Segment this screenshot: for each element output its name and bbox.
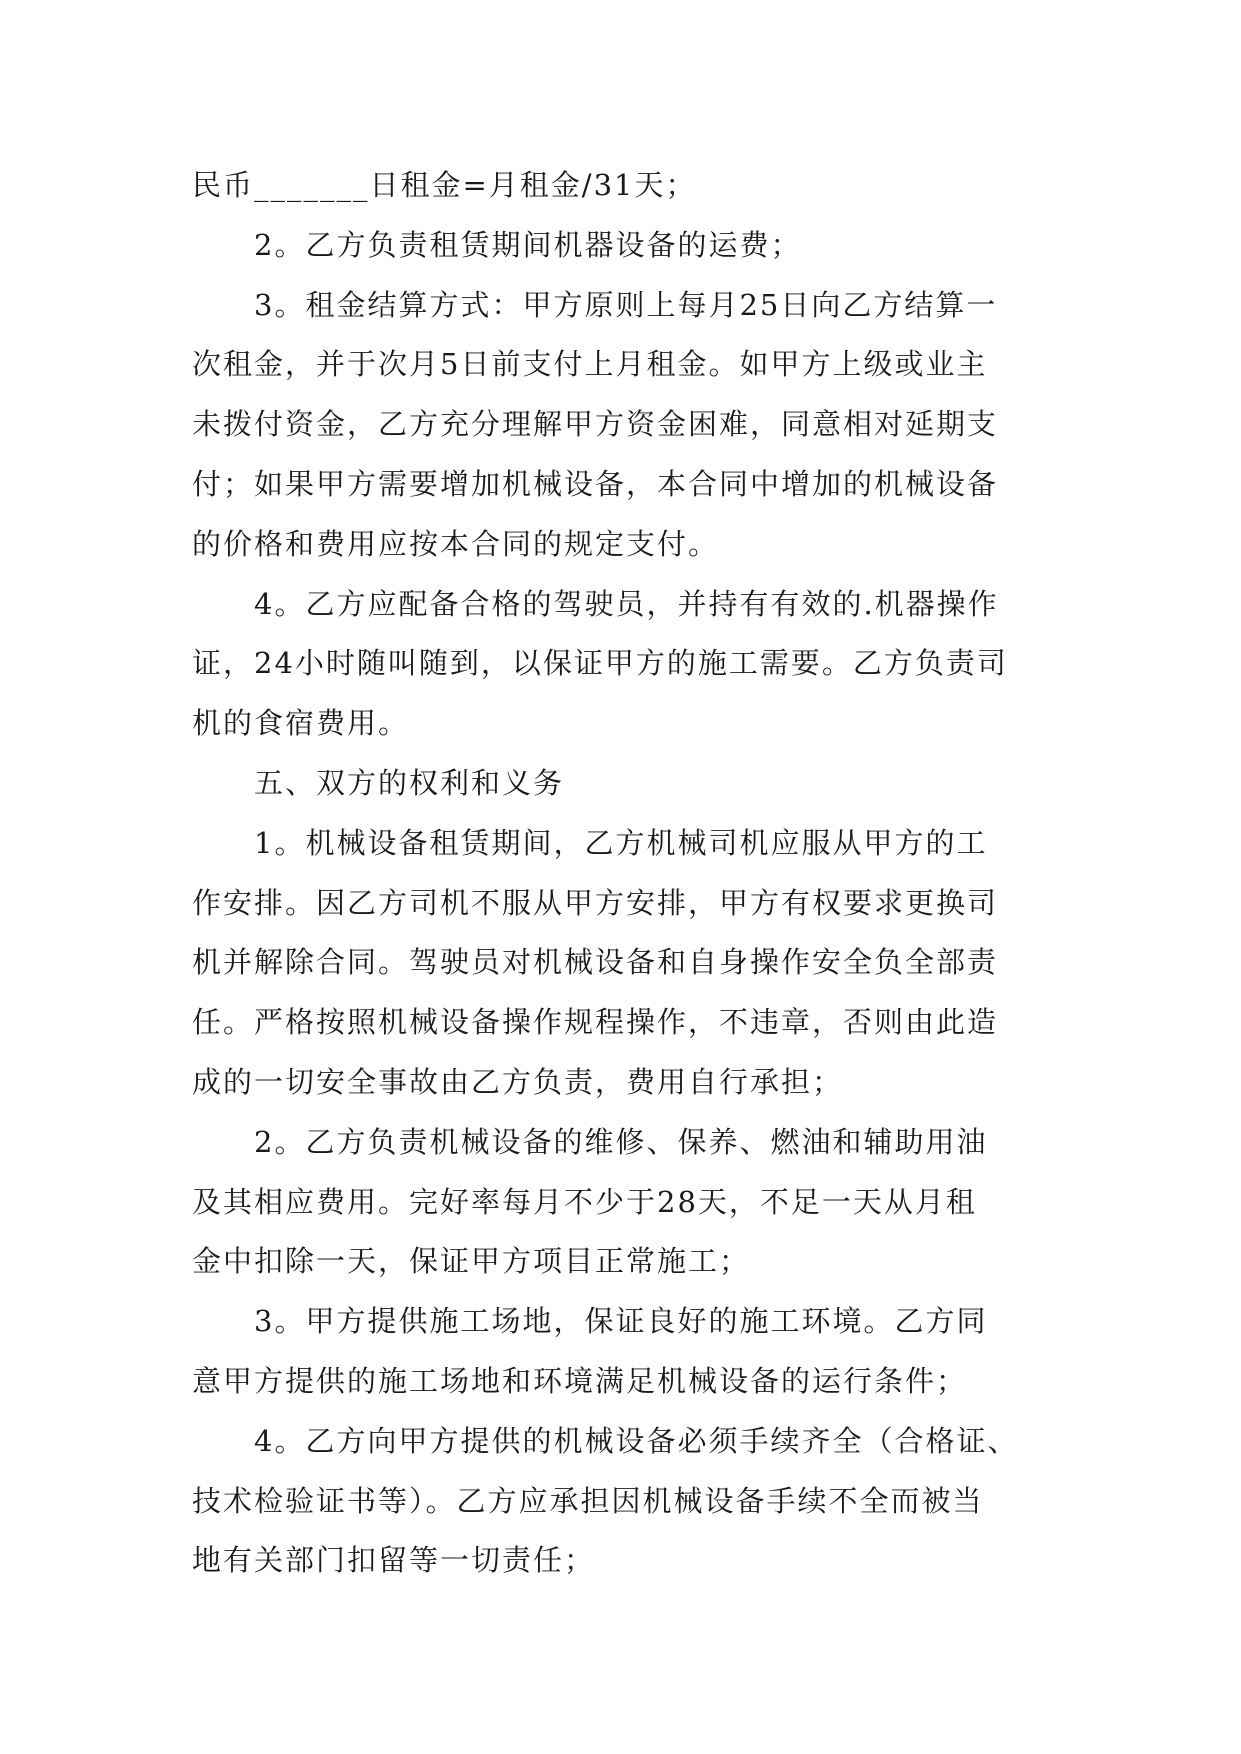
text-line: 成的一切安全事故由乙方负责，费用自行承担； — [192, 1064, 844, 1099]
text-line: 地有关部门扣留等一切责任； — [192, 1543, 596, 1578]
text-line: 作安排。因乙方司机不服从甲方安排，甲方有权要求更换司 — [192, 885, 999, 920]
text-line: 技术检验证书等）。乙方应承担因机械设备手续不全而被当 — [192, 1483, 984, 1518]
document-body — [192, 156, 1052, 1591]
text-line: 次租金，并于次月5日前支付上月租金。如甲方上级或业主 — [192, 347, 988, 382]
text-line: 3。甲方提供施工场地，保证良好的施工环境。乙方同 — [254, 1304, 988, 1339]
section-heading: 五、双方的权利和义务 — [254, 765, 565, 800]
text-line: 4。乙方向甲方提供的机械设备必须手续齐全（合格证、 — [254, 1423, 1019, 1458]
text-line: 任。严格按照机械设备操作规程操作，不违章，否则由此造 — [192, 1005, 999, 1040]
text-line: 机并解除合同。驾驶员对机械设备和自身操作安全负全部责 — [192, 945, 999, 980]
text-line: 证，24小时随叫随到，以保证甲方的施工需要。乙方负责司 — [192, 646, 1008, 681]
text-line: 1。机械设备租赁期间，乙方机械司机应服从甲方的工 — [254, 825, 988, 860]
text-line: 金中扣除一天，保证甲方项目正常施工； — [192, 1244, 751, 1279]
text-line: 4。乙方应配备合格的驾驶员，并持有有效的.机器操作 — [254, 586, 999, 621]
text-line: 及其相应费用。完好率每月不少于28天，不足一天从月租 — [192, 1184, 977, 1219]
text-line: 2。乙方负责机械设备的维修、保养、燃油和辅助用油 — [254, 1124, 988, 1159]
text-line: 3。租金结算方式：甲方原则上每月25日向乙方结算一 — [254, 287, 998, 322]
text-line: 未拨付资金，乙方充分理解甲方资金困难，同意相对延期支 — [192, 407, 999, 442]
text-line: 机的食宿费用。 — [192, 706, 410, 741]
text-line: 2。乙方负责租赁期间机器设备的运费； — [254, 227, 802, 262]
text-line: 的价格和费用应按本合同的规定支付。 — [192, 526, 720, 561]
text-line: 意甲方提供的施工场地和环境满足机械设备的运行条件； — [192, 1363, 968, 1398]
text-line: 付；如果甲方需要增加机械设备，本合同中增加的机械设备 — [192, 466, 999, 501]
text-line: 民币_______日租金=月租金/31天； — [192, 168, 697, 202]
